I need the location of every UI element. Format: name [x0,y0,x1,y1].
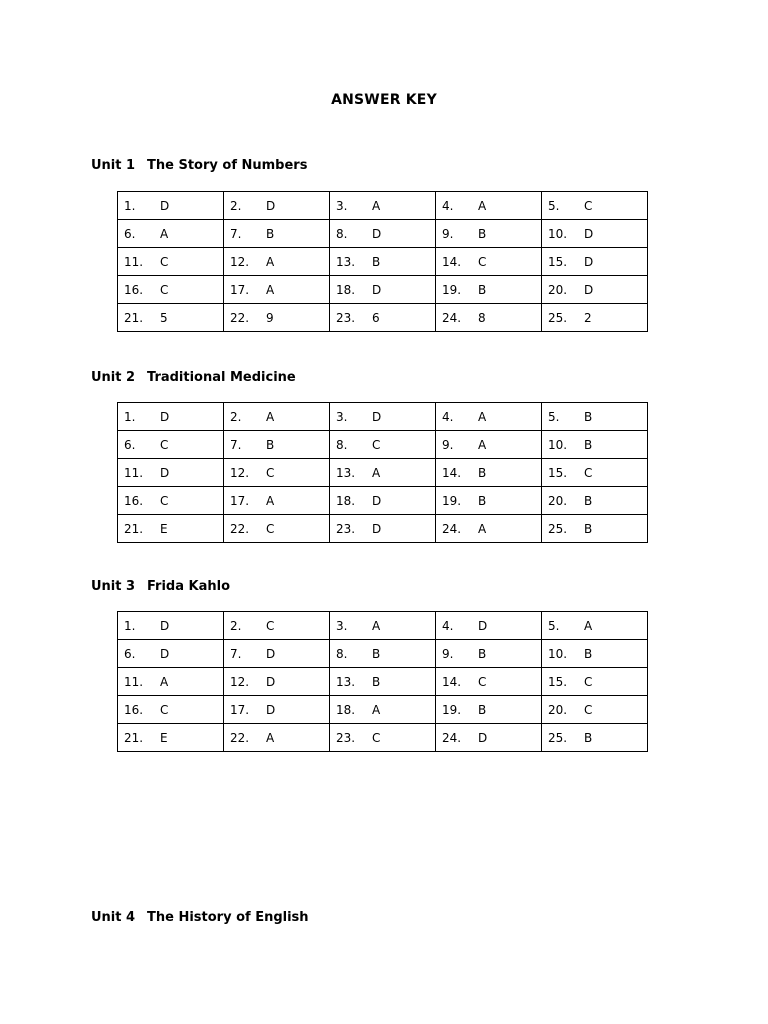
answer-value: B [584,730,593,745]
answer-value: D [372,282,382,297]
question-number: 21. [124,310,144,325]
answer-value: E [160,730,168,745]
answer-cell [542,487,648,515]
answer-cell [436,487,542,515]
answer-value: D [160,409,170,424]
question-number: 6. [124,437,136,452]
question-number: 9. [442,226,454,241]
answer-cell [118,515,224,543]
answer-cell [330,431,436,459]
answer-value: B [584,437,593,452]
unit-name: Traditional Medicine [147,370,296,385]
answer-cell [118,248,224,276]
question-number: 23. [336,730,356,745]
question-number: 13. [336,465,356,480]
answer-cell [436,668,542,696]
question-number: 20. [548,282,568,297]
answer-value: C [584,674,593,689]
question-number: 14. [442,674,462,689]
unit-number: Unit 1 [91,158,136,173]
question-number: 1. [124,198,136,213]
unit-heading [91,579,230,594]
question-number: 19. [442,702,462,717]
table-row [118,459,648,487]
question-number: 10. [548,226,568,241]
answer-cell [542,668,648,696]
table-row [118,304,648,332]
answer-value: B [478,646,487,661]
answer-cell [436,220,542,248]
question-number: 3. [336,198,348,213]
answer-value: B [478,493,487,508]
answer-value: 5 [160,310,168,325]
unit-name: The Story of Numbers [147,158,308,173]
answer-cell [224,612,330,640]
answer-value: D [160,465,170,480]
unit-name: The History of English [147,910,309,925]
question-number: 15. [548,254,568,269]
answer-value: D [372,493,382,508]
answer-value: C [372,730,381,745]
answer-cell [330,640,436,668]
answer-value: D [584,254,594,269]
answer-cell [118,431,224,459]
answer-cell [118,487,224,515]
answer-cell [330,192,436,220]
answer-value: D [266,646,276,661]
question-number: 12. [230,254,250,269]
answer-value: C [478,674,487,689]
answer-value: B [584,409,593,424]
question-number: 8. [336,646,348,661]
answer-cell [330,724,436,752]
answer-cell [436,696,542,724]
answer-cell [542,612,648,640]
question-number: 13. [336,254,356,269]
question-number: 17. [230,493,250,508]
answer-value: A [372,465,381,480]
question-number: 2. [230,409,242,424]
question-number: 17. [230,702,250,717]
answer-cell [542,696,648,724]
question-number: 10. [548,437,568,452]
answer-value: C [266,465,275,480]
answer-cell [330,403,436,431]
question-number: 25. [548,310,568,325]
table-row [118,403,648,431]
question-number: 25. [548,521,568,536]
answer-cell [224,248,330,276]
answer-cell [436,276,542,304]
answer-value: B [372,674,381,689]
question-number: 23. [336,310,356,325]
answer-cell [118,276,224,304]
question-number: 4. [442,409,454,424]
answer-value: 2 [584,310,592,325]
answer-value: D [266,702,276,717]
answer-cell [224,640,330,668]
answer-cell [436,192,542,220]
answer-cell [224,276,330,304]
answer-value: A [160,226,169,241]
question-number: 3. [336,618,348,633]
answer-cell [542,431,648,459]
answer-cell [542,724,648,752]
question-number: 16. [124,282,144,297]
answer-cell [118,612,224,640]
question-number: 11. [124,465,144,480]
answer-value: C [160,437,169,452]
answer-value: D [584,282,594,297]
question-number: 8. [336,437,348,452]
question-number: 11. [124,254,144,269]
answer-value: B [478,226,487,241]
answer-value: A [372,702,381,717]
answer-value: C [584,465,593,480]
table-row [118,640,648,668]
question-number: 18. [336,282,356,297]
answer-value: A [372,618,381,633]
question-number: 10. [548,646,568,661]
question-number: 20. [548,493,568,508]
answer-value: 9 [266,310,274,325]
question-number: 2. [230,198,242,213]
question-number: 24. [442,521,462,536]
question-number: 12. [230,674,250,689]
answer-value: A [478,409,487,424]
table-row [118,724,648,752]
answer-value: B [266,437,275,452]
question-number: 2. [230,618,242,633]
answer-value: B [372,254,381,269]
unit-heading [91,910,309,925]
question-number: 1. [124,618,136,633]
answer-cell [224,304,330,332]
table-row [118,612,648,640]
answer-value: D [266,198,276,213]
answer-value: C [266,521,275,536]
question-number: 24. [442,730,462,745]
answer-value: C [266,618,275,633]
answer-cell [330,276,436,304]
question-number: 13. [336,674,356,689]
answer-value: A [266,282,275,297]
question-number: 9. [442,437,454,452]
unit-number: Unit 2 [91,370,136,385]
answer-cell [330,459,436,487]
answer-cell [224,515,330,543]
unit-number: Unit 4 [91,910,136,925]
answer-cell [118,668,224,696]
answer-value: A [478,521,487,536]
answer-value: A [266,254,275,269]
answer-cell [542,276,648,304]
unit-heading [91,370,296,385]
question-number: 7. [230,226,242,241]
answer-value: C [372,437,381,452]
question-number: 23. [336,521,356,536]
answer-cell [224,431,330,459]
answer-value: D [372,226,382,241]
answer-cell [436,724,542,752]
answer-cell [330,668,436,696]
question-number: 5. [548,198,560,213]
table-row [118,515,648,543]
answer-cell [542,304,648,332]
question-number: 14. [442,254,462,269]
question-number: 14. [442,465,462,480]
question-number: 19. [442,493,462,508]
question-number: 5. [548,409,560,424]
question-number: 12. [230,465,250,480]
answer-cell [224,403,330,431]
answer-value: B [478,702,487,717]
answer-cell [330,304,436,332]
answer-value: A [266,493,275,508]
answer-value: D [478,618,488,633]
answer-cell [224,724,330,752]
answer-cell [436,612,542,640]
question-number: 7. [230,646,242,661]
page-title: ANSWER KEY [331,92,437,108]
table-row [118,431,648,459]
answer-cell [436,248,542,276]
answer-cell [224,192,330,220]
answer-cell [118,459,224,487]
answer-value: A [478,198,487,213]
answer-value: D [160,198,170,213]
question-number: 21. [124,521,144,536]
answer-value: C [160,702,169,717]
question-number: 22. [230,730,250,745]
answer-table [117,611,648,752]
table-row [118,220,648,248]
answer-cell [224,459,330,487]
answer-value: B [584,493,593,508]
table-row [118,276,648,304]
answer-cell [542,403,648,431]
answer-value: A [478,437,487,452]
question-number: 17. [230,282,250,297]
answer-cell [330,248,436,276]
question-number: 7. [230,437,242,452]
question-number: 4. [442,198,454,213]
answer-value: D [266,674,276,689]
answer-value: A [372,198,381,213]
answer-cell [542,192,648,220]
answer-cell [224,696,330,724]
answer-value: B [266,226,275,241]
answer-cell [436,431,542,459]
answer-value: B [478,282,487,297]
answer-value: 6 [372,310,380,325]
table-row [118,487,648,515]
question-number: 9. [442,646,454,661]
question-number: 19. [442,282,462,297]
answer-cell [330,487,436,515]
answer-value: B [584,646,593,661]
answer-cell [542,220,648,248]
answer-cell [330,696,436,724]
answer-value: A [160,674,169,689]
answer-cell [118,724,224,752]
answer-cell [224,220,330,248]
question-number: 15. [548,674,568,689]
answer-value: C [584,198,593,213]
table-row [118,668,648,696]
question-number: 16. [124,702,144,717]
answer-cell [436,640,542,668]
answer-cell [542,640,648,668]
answer-value: E [160,521,168,536]
question-number: 18. [336,702,356,717]
question-number: 18. [336,493,356,508]
answer-value: C [160,282,169,297]
answer-cell [118,403,224,431]
question-number: 24. [442,310,462,325]
answer-value: B [372,646,381,661]
answer-value: C [584,702,593,717]
question-number: 4. [442,618,454,633]
answer-cell [436,403,542,431]
answer-value: A [266,730,275,745]
answer-cell [436,515,542,543]
answer-value: D [160,618,170,633]
question-number: 5. [548,618,560,633]
answer-value: 8 [478,310,486,325]
answer-table [117,191,648,332]
answer-cell [118,304,224,332]
question-number: 1. [124,409,136,424]
answer-value: C [160,254,169,269]
question-number: 6. [124,646,136,661]
answer-value: A [584,618,593,633]
question-number: 16. [124,493,144,508]
answer-value: A [266,409,275,424]
answer-value: C [478,254,487,269]
question-number: 6. [124,226,136,241]
answer-cell [118,696,224,724]
answer-cell [118,220,224,248]
answer-value: C [160,493,169,508]
question-number: 21. [124,730,144,745]
question-number: 22. [230,310,250,325]
unit-name: Frida Kahlo [147,579,231,594]
answer-cell [118,640,224,668]
question-number: 15. [548,465,568,480]
question-number: 22. [230,521,250,536]
unit-number: Unit 3 [91,579,136,594]
answer-cell [542,459,648,487]
answer-value: D [372,521,382,536]
answer-cell [224,668,330,696]
answer-cell [436,459,542,487]
answer-cell [118,192,224,220]
unit-heading [91,158,307,173]
answer-value: D [584,226,594,241]
answer-cell [224,487,330,515]
answer-value: D [478,730,488,745]
answer-value: D [372,409,382,424]
question-number: 8. [336,226,348,241]
answer-value: D [160,646,170,661]
question-number: 11. [124,674,144,689]
answer-cell [542,515,648,543]
question-number: 25. [548,730,568,745]
table-row [118,192,648,220]
answer-value: B [584,521,593,536]
answer-cell [330,515,436,543]
answer-cell [330,612,436,640]
question-number: 20. [548,702,568,717]
table-row [118,248,648,276]
question-number: 3. [336,409,348,424]
answer-table [117,402,648,543]
answer-cell [542,248,648,276]
answer-cell [330,220,436,248]
table-row [118,696,648,724]
answer-cell [436,304,542,332]
answer-value: B [478,465,487,480]
